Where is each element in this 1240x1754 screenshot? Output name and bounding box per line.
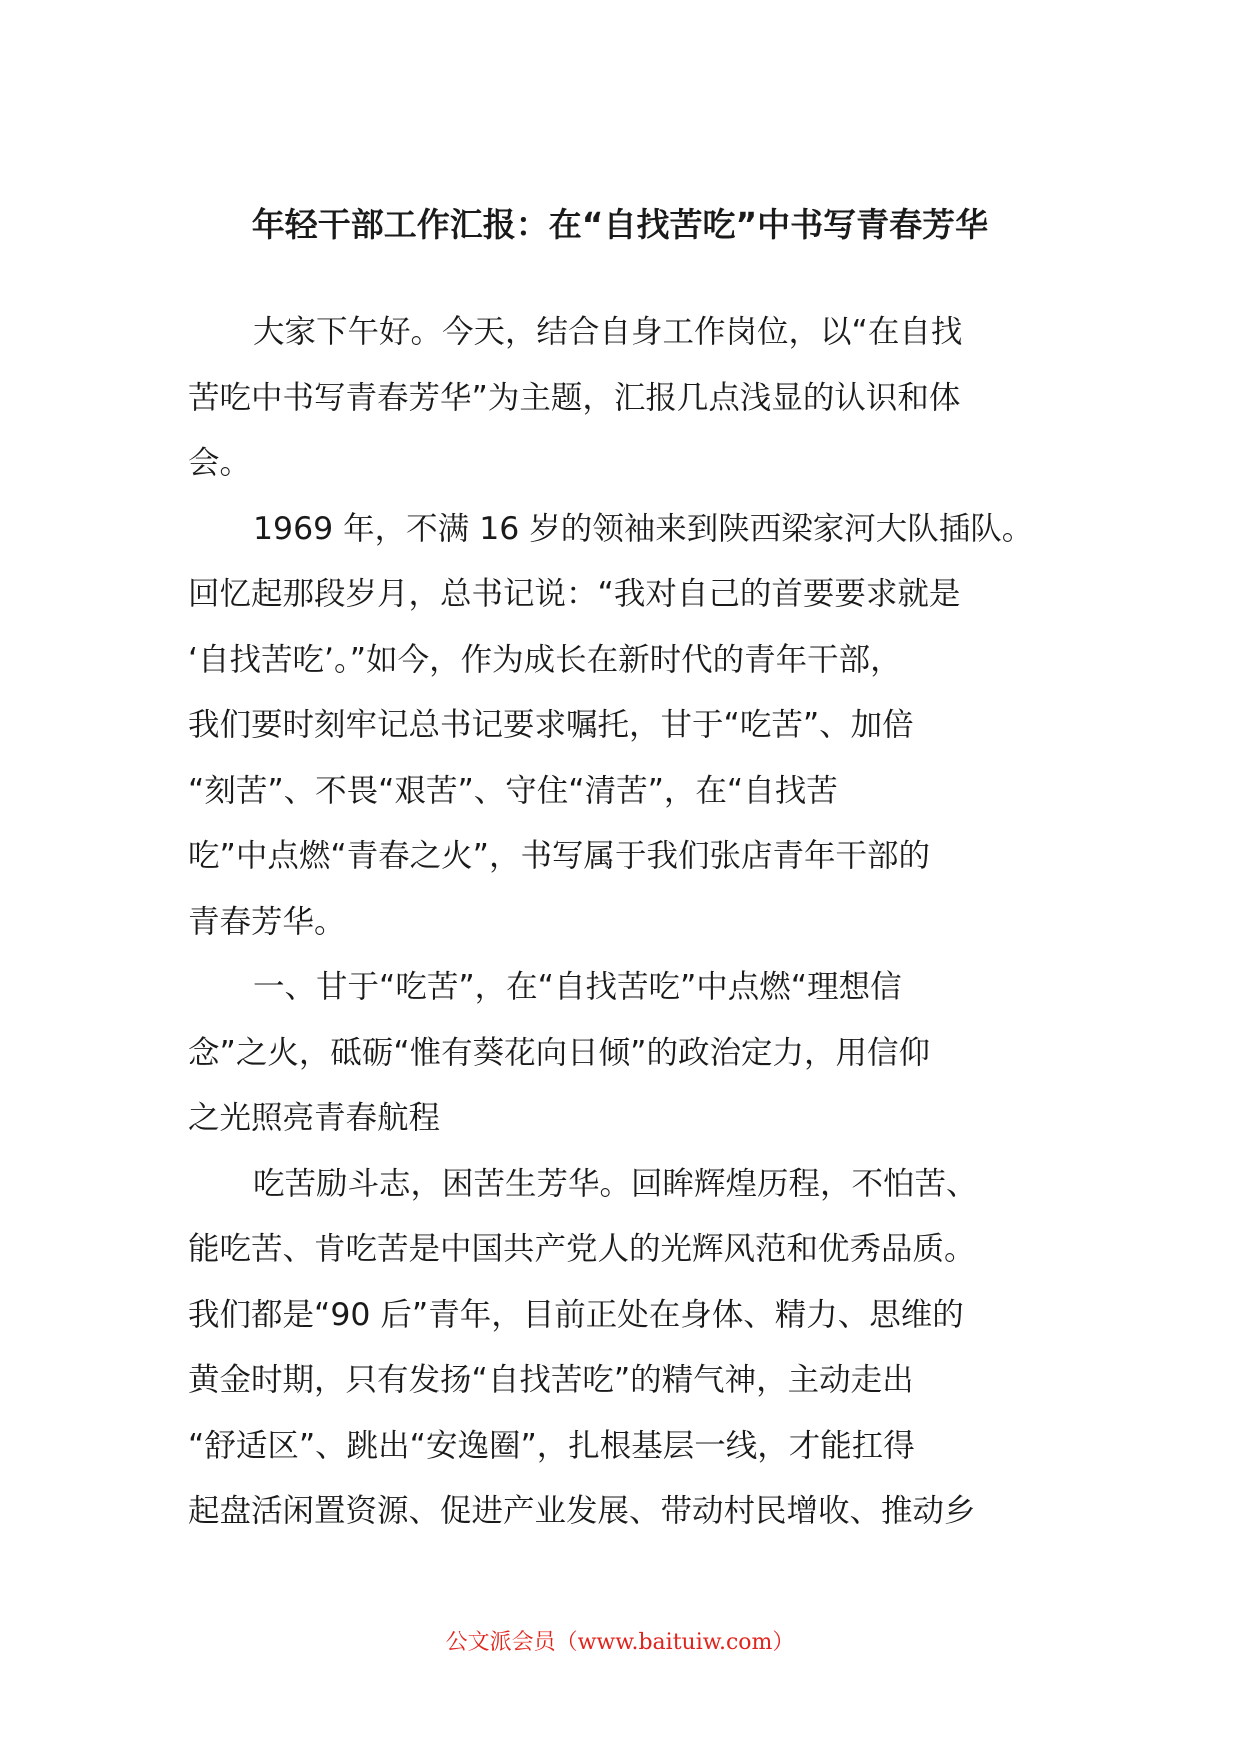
- body-line: 黄金时期，只有发扬“自找苦吃”的精气神，主动走出: [188, 1362, 914, 1398]
- document-body: [188, 300, 1058, 1545]
- body-line: 我们都是“90 后”青年，目前正处在身体、精力、思维的: [188, 1296, 964, 1333]
- body-line: ‘自找苦吃’。”如今，作为成长在新时代的青年干部，: [188, 641, 902, 678]
- body-line: 起盘活闲置资源、促进产业发展、带动村民增收、推动乡: [188, 1493, 976, 1529]
- body-line: “刻苦”、不畏“艰苦”、守住“清苦”，在“自找苦: [188, 772, 838, 809]
- section-heading-line: 念”之火，砥砺“惟有葵花向日倾”的政治定力，用信仰: [188, 1034, 930, 1071]
- footer-watermark: 公文派会员（www.baituiw.com）: [445, 1630, 795, 1655]
- body-line: 能吃苦、肯吃苦是中国共产党人的光辉风范和优秀品质。: [188, 1231, 976, 1267]
- body-line: “舒适区”、跳出“安逸圈”，扎根基层一线，才能扛得: [188, 1427, 915, 1464]
- body-line: 大家下午好。今天，结合自身工作岗位，以“在自找: [253, 314, 963, 350]
- body-line: 吃苦励斗志，困苦生芳华。回眸辉煌历程，不怕苦、: [253, 1165, 978, 1202]
- document-title: 年轻干部工作汇报：在“自找苦吃”中书写青春芳华: [251, 205, 989, 244]
- body-line: 1969 年，不满 16 岁的领袖来到陕西梁家河大队插队。: [253, 510, 1034, 547]
- body-line: 苦吃中书写青春芳华”为主题，汇报几点浅显的认识和体: [188, 379, 961, 416]
- body-line: 青春芳华。: [188, 903, 346, 940]
- body-line: 回忆起那段岁月，总书记说：“我对自己的首要要求就是: [188, 576, 961, 612]
- section-heading-line: 一、甘于“吃苦”，在“自找苦吃”中点燃“理想信: [253, 969, 902, 1005]
- body-line: 我们要时刻牢记总书记要求嘱托，甘于“吃苦”、加倍: [188, 707, 914, 743]
- body-line: 吃”中点燃“青春之火”，书写属于我们张店青年干部的: [188, 838, 930, 874]
- body-line: 会。: [188, 445, 252, 481]
- section-heading-line: 之光照亮青春航程: [188, 1100, 441, 1136]
